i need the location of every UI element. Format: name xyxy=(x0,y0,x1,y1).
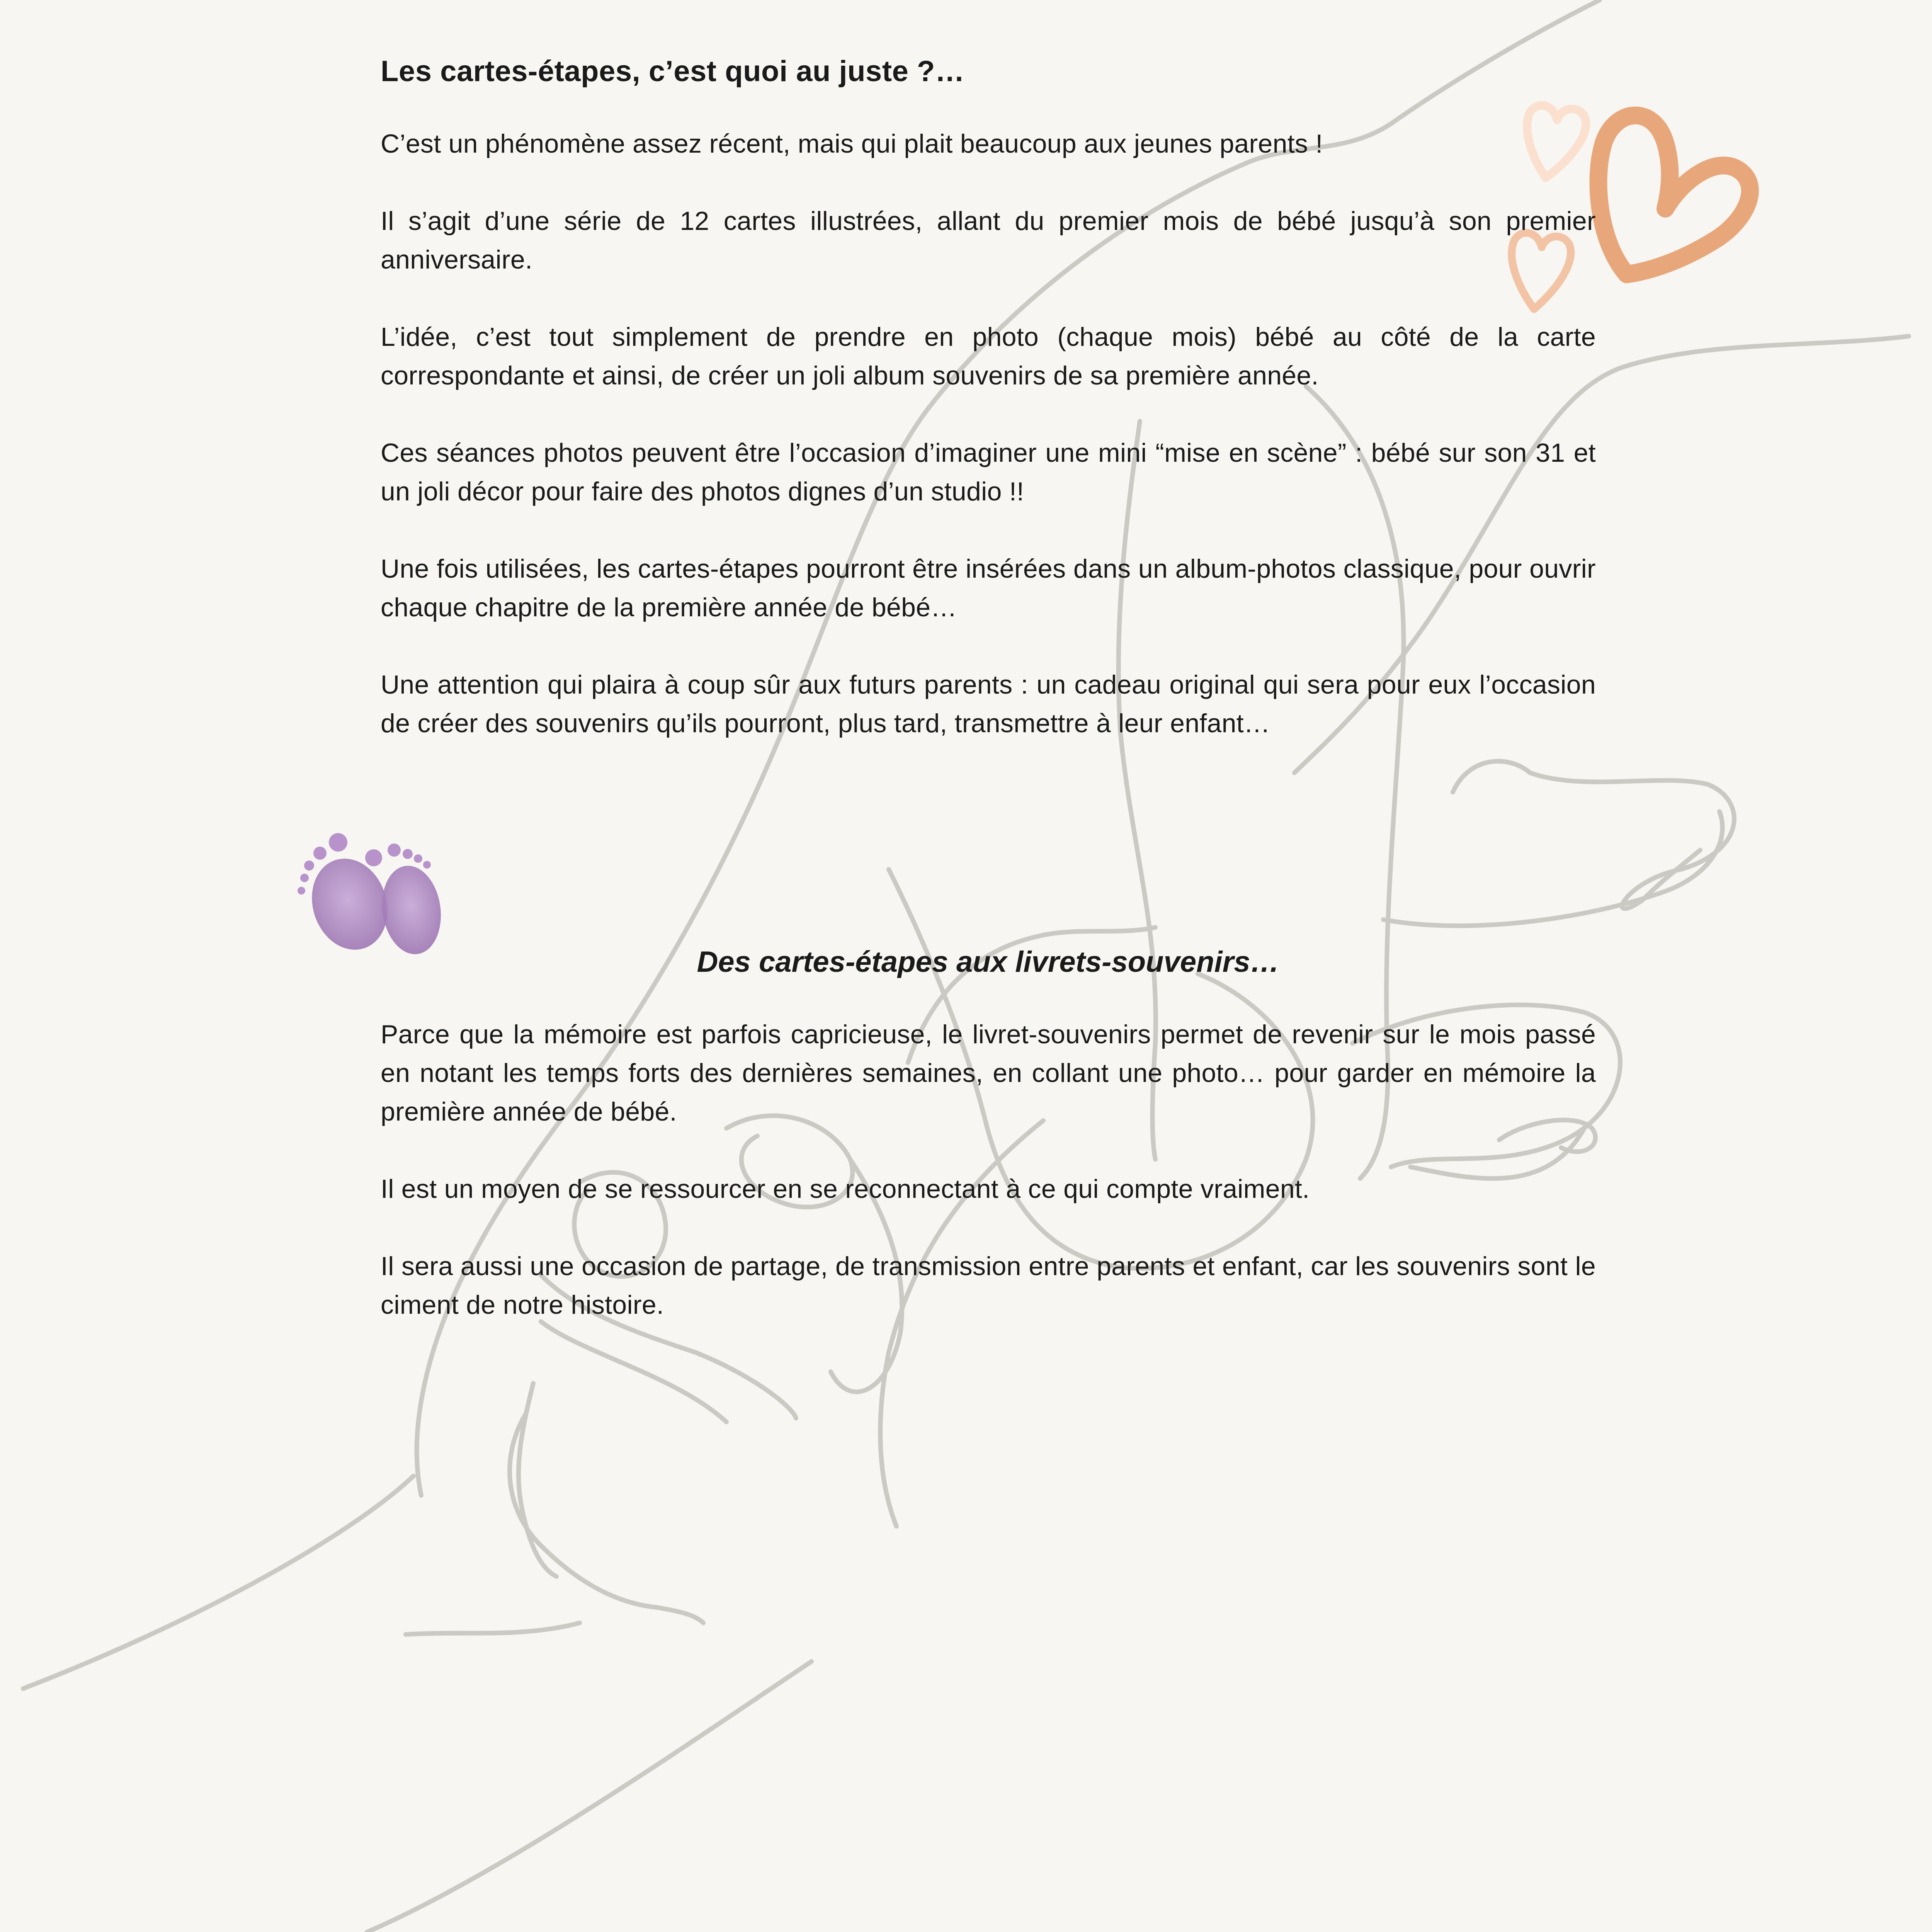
paragraph: L’idée, c’est tout simplement de prendre en photo (chaque mois) bébé au côté de la carte correspondante et ainsi, de créer un joli album souvenirs de sa première année. xyxy=(381,322,1596,390)
section-cartes-etapes xyxy=(381,46,1596,743)
section-heading: Les cartes-étapes, c’est quoi au juste ?… xyxy=(381,55,965,88)
paragraph: C’est un phénomène assez récent, mais qui plait beaucoup aux jeunes parents ! xyxy=(381,129,1323,158)
paragraph: Parce que la mémoire est parfois capricieuse, le livret-souvenirs permet de revenir sur le mois passé en notant les temps forts des dernières semaines, en collant une photo… pour garder en mémoire la première année de bébé. xyxy=(381,1020,1596,1126)
section-livrets-souvenirs xyxy=(381,937,1596,1324)
paragraph: Il est un moyen de se ressourcer en se reconnectant à ce qui compte vraiment. xyxy=(381,1174,1310,1204)
paragraph: Il s’agit d’une série de 12 cartes illustrées, allant du premier mois de bébé jusqu’à son premier anniversaire. xyxy=(381,206,1596,274)
paragraph: Il sera aussi une occasion de partage, de transmission entre parents et enfant, car les souvenirs sont le ciment de notre histoire. xyxy=(381,1252,1596,1320)
paragraph: Une attention qui plaira à coup sûr aux futurs parents : un cadeau original qui sera pour eux l’occasion de créer des souvenirs qu’ils pourront, plus tard, transmettre à leur enfant… xyxy=(381,670,1596,738)
paragraph: Ces séances photos peuvent être l’occasion d’imaginer une mini “mise en scène” : bébé sur son 31 et un joli décor pour faire des photos dignes d’un studio !! xyxy=(381,438,1596,506)
paragraph: Une fois utilisées, les cartes-étapes pourront être insérées dans un album-photos classique, pour ouvrir chaque chapitre de la première année de bébé… xyxy=(381,554,1596,622)
section-subheading: Des cartes-étapes aux livrets-souvenirs… xyxy=(697,946,1280,978)
